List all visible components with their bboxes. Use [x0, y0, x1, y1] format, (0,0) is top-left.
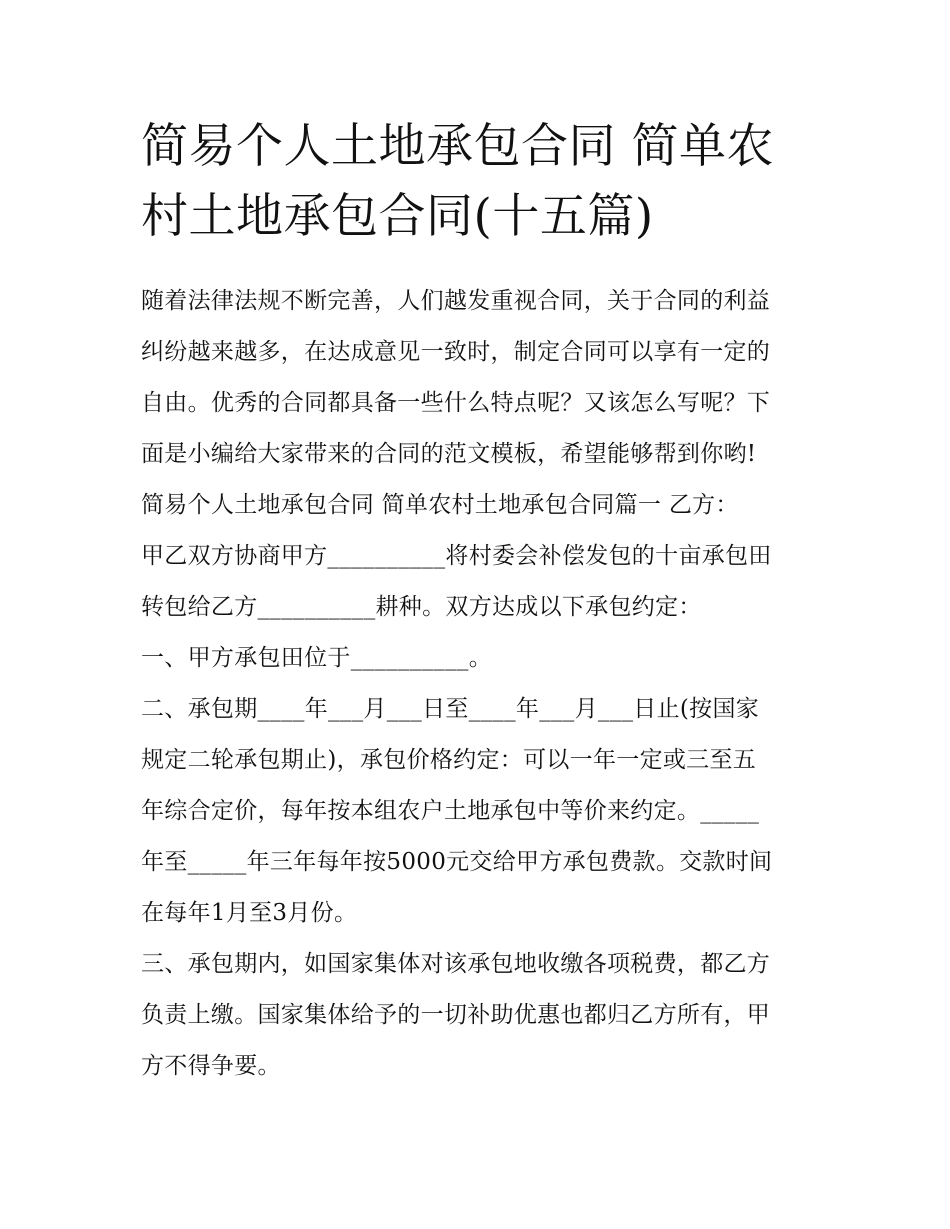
document-body	[141, 276, 821, 1092]
body-line: 年至_____年三年每年按5000元交给甲方承包费款。交款时间	[141, 849, 773, 875]
body-line: 随着法律法规不断完善，人们越发重视合同，关于合同的利益	[141, 288, 771, 314]
body-line: 二、承包期____年___月___日至____年___月___日止(按国家	[141, 696, 760, 722]
body-line: 在每年1月至3月份。	[141, 900, 358, 926]
body-line: 纠纷越来越多，在达成意见一致时，制定合同可以享有一定的	[141, 339, 771, 365]
body-line: 一、甲方承包田位于__________。	[141, 645, 492, 671]
body-line: 规定二轮承包期止)，承包价格约定：可以一年一定或三至五	[141, 747, 757, 773]
body-line: 面是小编给大家带来的合同的范文模板，希望能够帮到你哟!	[141, 441, 757, 467]
body-line: 年综合定价，每年按本组农户土地承包中等价来约定。_____	[141, 798, 760, 824]
body-line: 简易个人土地承包合同 简单农村土地承包合同篇一 乙方：	[141, 492, 739, 518]
body-line: 负责上缴。国家集体给予的一切补助优惠也都归乙方所有，甲	[141, 1002, 771, 1028]
body-line: 转包给乙方__________耕种。双方达成以下承包约定：	[141, 594, 702, 620]
title-line-2: 村土地承包合同(十五篇)	[141, 189, 654, 244]
body-line: 三、承包期内，如国家集体对该承包地收缴各项税费，都乙方	[141, 951, 771, 977]
document-title	[141, 112, 821, 252]
body-line: 甲乙双方协商甲方__________将村委会补偿发包的十亩承包田	[141, 543, 772, 569]
body-line: 自由。优秀的合同都具备一些什么特点呢？又该怎么写呢？下	[141, 390, 771, 416]
title-line-1: 简易个人土地承包合同 简单农	[141, 119, 774, 174]
body-line: 方不得争要。	[141, 1053, 281, 1079]
